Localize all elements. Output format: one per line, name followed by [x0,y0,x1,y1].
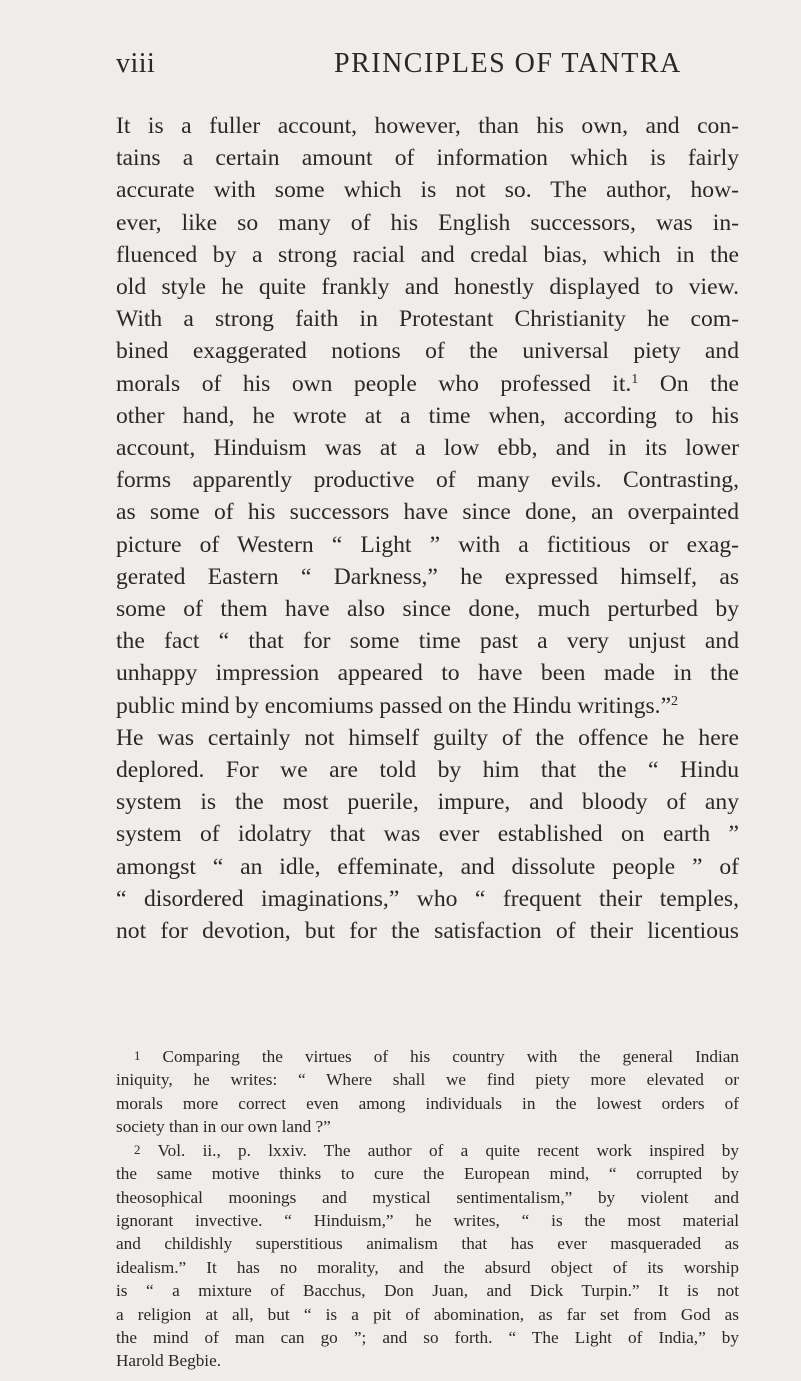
text-line: not for devotion, but for the satisfaction of their licentious [116,918,739,945]
footnote-line: ignorant invective. “ Hinduism,” he writes, “ is the most material [116,1211,739,1230]
text-segment: Comparing the virtues of his country with the general Indian [140,1047,739,1066]
footnote-line [116,1045,739,1068]
text-line: tains a certain amount of information which is fairly [116,145,739,172]
text-segment: public mind by encomiums passed on the Hindu writings.” [116,692,672,719]
footnote-marker: 1 [134,1049,141,1064]
text-line: amongst “ an idle, effeminate, and dissolute people ” of [116,853,739,880]
text-line: system of idolatry that was ever established on earth ” [116,821,739,848]
footnote-line: theosophical moonings and mystical sentimentalism,” by violent and [116,1187,739,1207]
text-line: the fact “ that for some time past a very unjust and [116,628,739,655]
text-line: forms apparently productive of many evils. Contrasting, [116,467,739,494]
text-line [116,690,739,722]
footnote-line [116,1139,739,1162]
footnote-marker: 2 [134,1142,141,1157]
text-line: unhappy impression appeared to have been made in the [116,660,739,687]
body-text [116,110,739,947]
text-line: picture of Western “ Light ” with a fictitious or exag- [116,531,739,558]
text-line: He was certainly not himself guilty of the offence he here [116,724,739,751]
text-line: ever, like so many of his English successors, was in- [116,209,739,236]
text-line [116,368,739,400]
text-line: It is a fuller account, however, than his own, and con- [116,113,739,139]
footnote-ref: 1 [631,370,639,387]
text-line: old style he quite frankly and honestly displayed to view. [116,274,739,301]
page-number: viii [116,48,156,79]
page-header [116,48,736,88]
footnote-line: the mind of man can go ”; and so forth. “ The Light of India,” by [116,1328,739,1348]
footnote-line: a religion at all, but “ is a pit of abomination, as far set from God as [116,1304,739,1324]
text-line: other hand, he wrote at a time when, according to his [116,402,739,429]
footnote-line: Harold Begbie. [116,1351,222,1371]
text-line: fluenced by a strong racial and credal bias, which in the [116,241,739,268]
footnote-line: is “ a mixture of Bacchus, Don Juan, and Dick Turpin.” It is not [116,1281,739,1301]
text-line: accurate with some which is not so. The author, how- [116,177,739,204]
running-title: PRINCIPLES OF TANTRA [334,48,682,79]
footnote-line: and childishly superstitious animalism that has ever masqueraded as [116,1234,739,1254]
text-line: gerated Eastern “ Darkness,” he expressed himself, as [116,563,739,590]
text-line: account, Hinduism was at a low ebb, and in its lower [116,435,739,462]
footnote-line: society than in our own land ?” [116,1117,331,1137]
text-line: With a strong faith in Protestant Christianity he com- [116,306,739,333]
footnote-line: idealism.” It has no morality, and the absurd object of its worship [116,1257,739,1277]
text-line: deplored. For we are told by him that the “ Hindu [116,757,739,784]
footnote-ref: 2 [671,692,679,709]
footnote-line: iniquity, he writes: “ Where shall we find piety more elevated or [116,1070,739,1090]
text-line: bined exaggerated notions of the universal piety and [116,338,739,365]
footnote-line: morals more correct even among individuals in the lowest orders of [116,1093,739,1113]
footnotes [116,1045,739,1373]
text-segment: Vol. ii., p. lxxiv. The author of a quite recent work inspired by [140,1140,739,1160]
text-line: “ disordered imaginations,” who “ frequent their temples, [116,885,739,912]
text-segment: On the [638,370,739,397]
text-line: as some of his successors have since done, an overpainted [116,499,739,526]
footnote-line: the same motive thinks to cure the European mind, “ corrupted by [116,1164,739,1184]
text-segment: morals of his own people who professed it. [116,370,632,397]
text-line: system is the most puerile, impure, and bloody of any [116,789,739,816]
text-line: some of them have also since done, much perturbed by [116,596,739,623]
